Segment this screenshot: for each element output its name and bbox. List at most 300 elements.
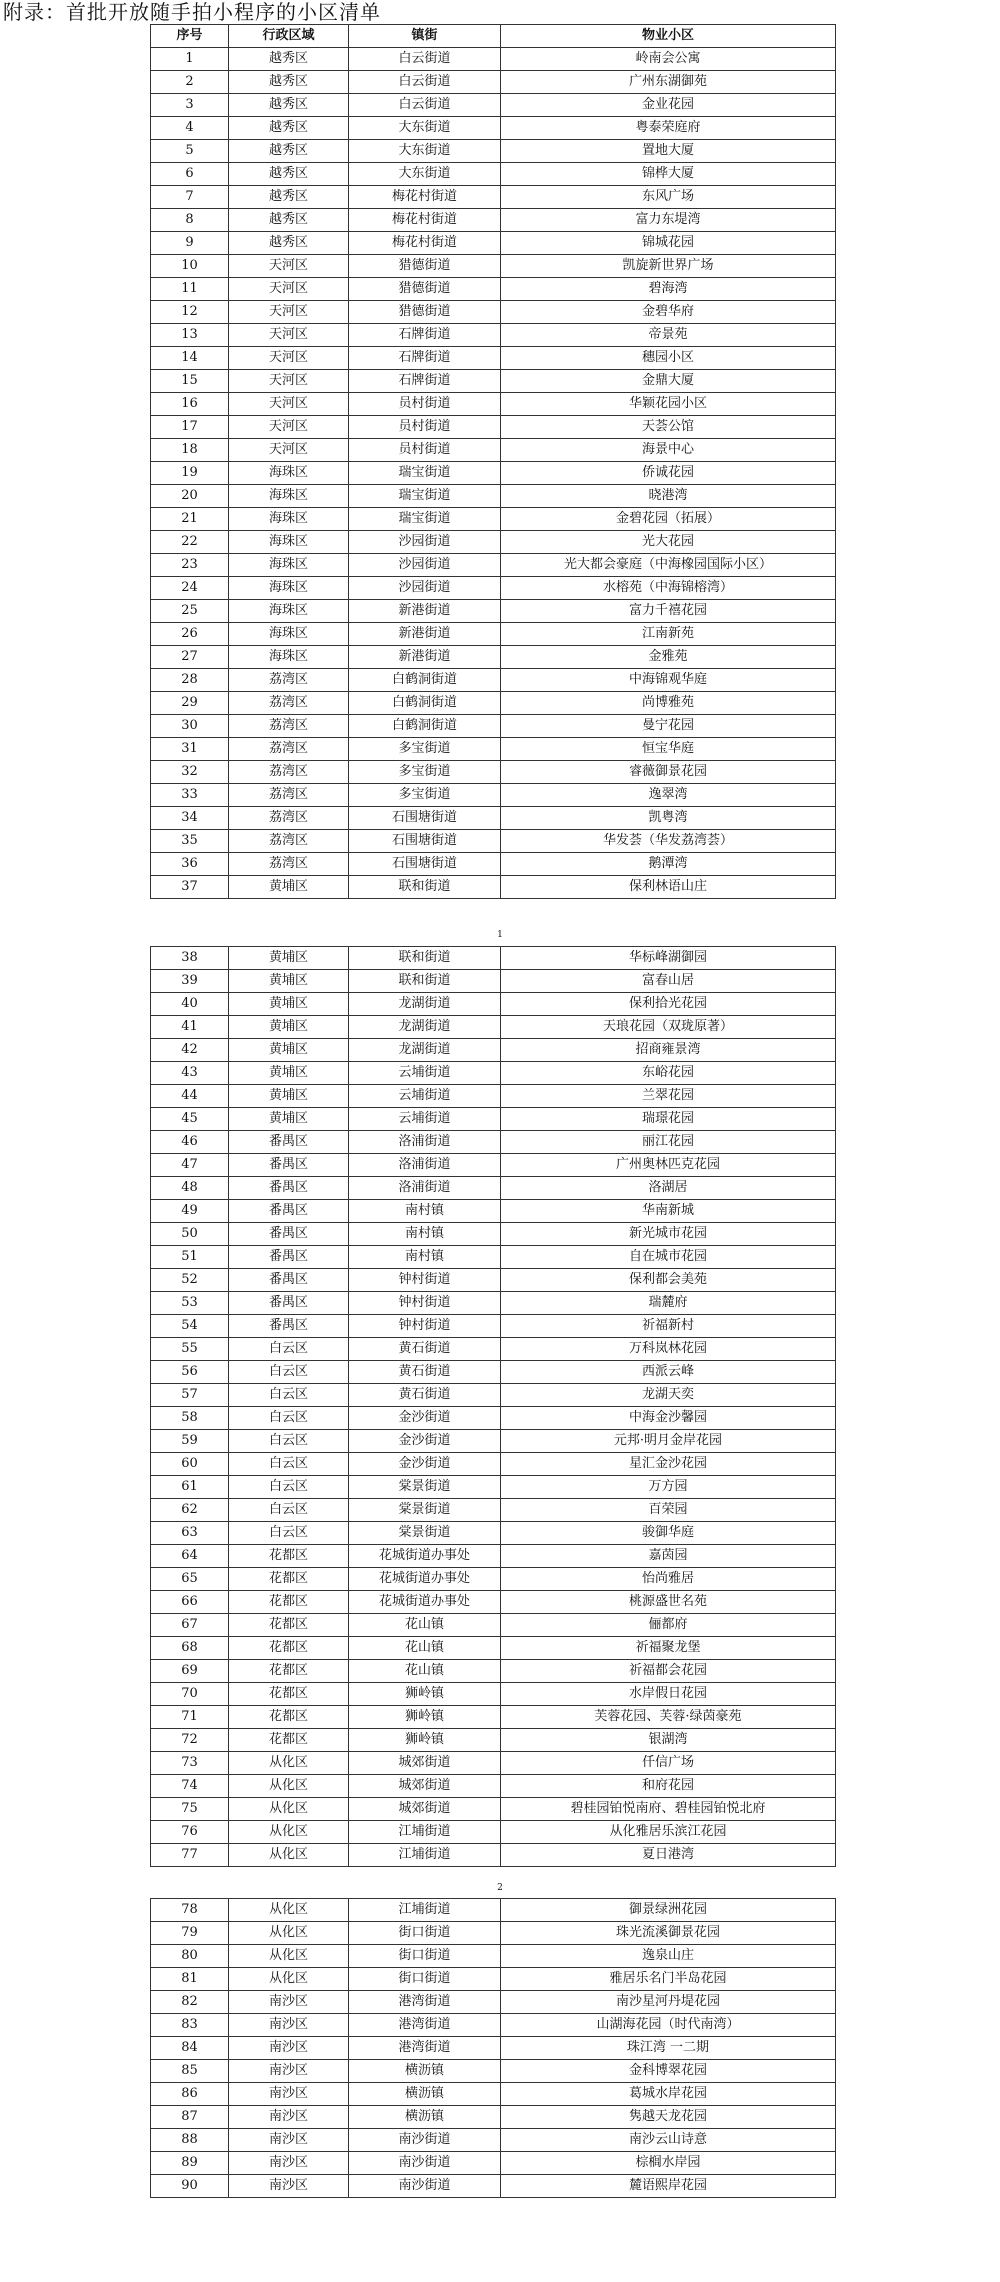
row-street: 金沙街道 (349, 1407, 501, 1430)
row-district: 越秀区 (229, 71, 349, 94)
row-district: 天河区 (229, 416, 349, 439)
row-index: 76 (151, 1821, 229, 1844)
row-street: 港湾街道 (349, 2014, 501, 2037)
row-index: 17 (151, 416, 229, 439)
row-district: 南沙区 (229, 2083, 349, 2106)
row-index: 52 (151, 1269, 229, 1292)
row-community: 岭南会公寓 (501, 48, 836, 71)
row-index: 85 (151, 2060, 229, 2083)
row-community: 祈福都会花园 (501, 1660, 836, 1683)
row-street: 龙湖街道 (349, 1016, 501, 1039)
row-street: 瑞宝街道 (349, 462, 501, 485)
row-community: 金业花园 (501, 94, 836, 117)
header-street: 镇街 (349, 25, 501, 48)
row-index: 11 (151, 278, 229, 301)
row-street: 大东街道 (349, 117, 501, 140)
community-table-page-1 (150, 24, 836, 899)
row-index: 22 (151, 531, 229, 554)
page-number: 2 (497, 1883, 503, 1893)
row-index: 4 (151, 117, 229, 140)
table-row (151, 1683, 836, 1706)
row-district: 荔湾区 (229, 669, 349, 692)
table-row (151, 2037, 836, 2060)
table-row (151, 117, 836, 140)
row-index: 71 (151, 1706, 229, 1729)
row-community: 和府花园 (501, 1775, 836, 1798)
row-index: 29 (151, 692, 229, 715)
row-index: 10 (151, 255, 229, 278)
row-community: 新光城市花园 (501, 1223, 836, 1246)
table-row (151, 232, 836, 255)
table-row (151, 1131, 836, 1154)
row-index: 39 (151, 970, 229, 993)
row-index: 23 (151, 554, 229, 577)
row-district: 越秀区 (229, 163, 349, 186)
row-street: 龙湖街道 (349, 1039, 501, 1062)
row-street: 花山镇 (349, 1660, 501, 1683)
row-district: 越秀区 (229, 232, 349, 255)
row-index: 66 (151, 1591, 229, 1614)
row-district: 荔湾区 (229, 784, 349, 807)
row-street: 城郊街道 (349, 1798, 501, 1821)
row-index: 69 (151, 1660, 229, 1683)
row-street: 狮岭镇 (349, 1683, 501, 1706)
row-street: 云埔街道 (349, 1108, 501, 1131)
row-index: 13 (151, 324, 229, 347)
row-community: 兰翠花园 (501, 1085, 836, 1108)
row-street: 梅花村街道 (349, 232, 501, 255)
row-street: 多宝街道 (349, 761, 501, 784)
row-community: 水榕苑（中海锦榕湾） (501, 577, 836, 600)
row-district: 番禺区 (229, 1315, 349, 1338)
row-index: 68 (151, 1637, 229, 1660)
row-community: 恒宝华庭 (501, 738, 836, 761)
row-district: 黄埔区 (229, 1062, 349, 1085)
row-community: 洛湖居 (501, 1177, 836, 1200)
row-index: 6 (151, 163, 229, 186)
row-district: 黄埔区 (229, 876, 349, 899)
row-index: 25 (151, 600, 229, 623)
table-row (151, 554, 836, 577)
row-street: 花山镇 (349, 1614, 501, 1637)
row-community: 碧海湾 (501, 278, 836, 301)
row-district: 海珠区 (229, 554, 349, 577)
row-index: 41 (151, 1016, 229, 1039)
row-street: 沙园街道 (349, 577, 501, 600)
row-street: 白鹤洞街道 (349, 669, 501, 692)
row-district: 花都区 (229, 1568, 349, 1591)
row-index: 45 (151, 1108, 229, 1131)
row-index: 50 (151, 1223, 229, 1246)
row-community: 粤泰荣庭府 (501, 117, 836, 140)
row-community: 逸翠湾 (501, 784, 836, 807)
row-street: 街口街道 (349, 1945, 501, 1968)
row-index: 84 (151, 2037, 229, 2060)
row-index: 32 (151, 761, 229, 784)
row-street: 南村镇 (349, 1223, 501, 1246)
row-district: 海珠区 (229, 485, 349, 508)
table-row (151, 1154, 836, 1177)
row-district: 天河区 (229, 347, 349, 370)
row-district: 越秀区 (229, 48, 349, 71)
row-index: 18 (151, 439, 229, 462)
table-row (151, 531, 836, 554)
row-street: 城郊街道 (349, 1752, 501, 1775)
row-index: 60 (151, 1453, 229, 1476)
row-street: 棠景街道 (349, 1499, 501, 1522)
row-district: 从化区 (229, 1821, 349, 1844)
row-index: 46 (151, 1131, 229, 1154)
row-index: 16 (151, 393, 229, 416)
table-row (151, 1315, 836, 1338)
row-district: 白云区 (229, 1499, 349, 1522)
header-community: 物业小区 (501, 25, 836, 48)
row-street: 棠景街道 (349, 1476, 501, 1499)
row-street: 白云街道 (349, 48, 501, 71)
header-district: 行政区域 (229, 25, 349, 48)
table-row (151, 1177, 836, 1200)
row-district: 天河区 (229, 439, 349, 462)
table-row (151, 1945, 836, 1968)
row-community: 广州东湖御苑 (501, 71, 836, 94)
table-row (151, 1752, 836, 1775)
row-community: 招商雍景湾 (501, 1039, 836, 1062)
row-community: 碧桂园铂悦南府、碧桂园铂悦北府 (501, 1798, 836, 1821)
row-street: 南沙街道 (349, 2152, 501, 2175)
row-street: 龙湖街道 (349, 993, 501, 1016)
row-index: 82 (151, 1991, 229, 2014)
row-district: 荔湾区 (229, 738, 349, 761)
row-district: 白云区 (229, 1453, 349, 1476)
table-row (151, 1338, 836, 1361)
table-row (151, 1660, 836, 1683)
table-row (151, 71, 836, 94)
table-row (151, 1384, 836, 1407)
table-row (151, 416, 836, 439)
row-district: 黄埔区 (229, 1016, 349, 1039)
table-row (151, 947, 836, 970)
row-index: 65 (151, 1568, 229, 1591)
row-community: 金雅苑 (501, 646, 836, 669)
row-community: 万方园 (501, 1476, 836, 1499)
row-street: 钟村街道 (349, 1292, 501, 1315)
table-row (151, 1246, 836, 1269)
row-street: 江埔街道 (349, 1821, 501, 1844)
row-community: 富力东堤湾 (501, 209, 836, 232)
row-index: 3 (151, 94, 229, 117)
row-street: 港湾街道 (349, 2037, 501, 2060)
row-index: 28 (151, 669, 229, 692)
row-street: 街口街道 (349, 1968, 501, 1991)
row-street: 云埔街道 (349, 1085, 501, 1108)
row-index: 38 (151, 947, 229, 970)
row-street: 猎德街道 (349, 255, 501, 278)
row-community: 光大花园 (501, 531, 836, 554)
row-community: 华南新城 (501, 1200, 836, 1223)
row-district: 花都区 (229, 1729, 349, 1752)
table-row (151, 646, 836, 669)
table-row (151, 1545, 836, 1568)
row-district: 海珠区 (229, 531, 349, 554)
row-index: 81 (151, 1968, 229, 1991)
table-row (151, 393, 836, 416)
row-street: 南村镇 (349, 1200, 501, 1223)
row-community: 鹅潭湾 (501, 853, 836, 876)
row-district: 黄埔区 (229, 993, 349, 1016)
row-community: 雅居乐名门半岛花园 (501, 1968, 836, 1991)
row-index: 15 (151, 370, 229, 393)
row-community: 中海金沙馨园 (501, 1407, 836, 1430)
row-street: 街口街道 (349, 1922, 501, 1945)
table-row (151, 993, 836, 1016)
row-community: 保利都会美苑 (501, 1269, 836, 1292)
row-district: 海珠区 (229, 600, 349, 623)
row-index: 55 (151, 1338, 229, 1361)
row-district: 黄埔区 (229, 947, 349, 970)
row-district: 荔湾区 (229, 830, 349, 853)
row-community: 祈福新村 (501, 1315, 836, 1338)
table-row (151, 439, 836, 462)
table-row (151, 1899, 836, 1922)
row-district: 番禺区 (229, 1200, 349, 1223)
row-district: 黄埔区 (229, 1085, 349, 1108)
table-row (151, 1706, 836, 1729)
row-district: 从化区 (229, 1968, 349, 1991)
table-row (151, 876, 836, 899)
row-index: 78 (151, 1899, 229, 1922)
table-row (151, 1292, 836, 1315)
row-index: 54 (151, 1315, 229, 1338)
row-index: 47 (151, 1154, 229, 1177)
row-index: 31 (151, 738, 229, 761)
row-index: 58 (151, 1407, 229, 1430)
table-row (151, 301, 836, 324)
row-index: 83 (151, 2014, 229, 2037)
table-row (151, 1361, 836, 1384)
row-street: 洛浦街道 (349, 1154, 501, 1177)
table-row (151, 830, 836, 853)
row-street: 沙园街道 (349, 554, 501, 577)
table-row (151, 2175, 836, 2198)
row-index: 26 (151, 623, 229, 646)
row-district: 越秀区 (229, 209, 349, 232)
table-row (151, 278, 836, 301)
row-district: 白云区 (229, 1476, 349, 1499)
row-street: 南沙街道 (349, 2175, 501, 2198)
row-index: 64 (151, 1545, 229, 1568)
row-street: 洛浦街道 (349, 1131, 501, 1154)
row-district: 荔湾区 (229, 761, 349, 784)
row-district: 天河区 (229, 278, 349, 301)
row-community: 葛城水岸花园 (501, 2083, 836, 2106)
row-community: 珠光流溪御景花园 (501, 1922, 836, 1945)
row-index: 33 (151, 784, 229, 807)
row-district: 番禺区 (229, 1292, 349, 1315)
row-street: 联和街道 (349, 876, 501, 899)
row-district: 黄埔区 (229, 970, 349, 993)
row-community: 富力千禧花园 (501, 600, 836, 623)
row-community: 山湖海花园（时代南湾） (501, 2014, 836, 2037)
table-row (151, 1062, 836, 1085)
row-community: 百荣园 (501, 1499, 836, 1522)
table-row (151, 1085, 836, 1108)
row-street: 新港街道 (349, 623, 501, 646)
row-district: 花都区 (229, 1683, 349, 1706)
row-community: 怡尚雅居 (501, 1568, 836, 1591)
table-row (151, 1775, 836, 1798)
row-community: 凯旋新世界广场 (501, 255, 836, 278)
row-street: 江埔街道 (349, 1844, 501, 1867)
row-street: 员村街道 (349, 439, 501, 462)
row-district: 天河区 (229, 301, 349, 324)
row-street: 联和街道 (349, 947, 501, 970)
table-row (151, 1614, 836, 1637)
row-index: 9 (151, 232, 229, 255)
row-community: 江南新苑 (501, 623, 836, 646)
row-community: 万科岚林花园 (501, 1338, 836, 1361)
row-community: 东峪花园 (501, 1062, 836, 1085)
row-community: 金碧华府 (501, 301, 836, 324)
row-street: 石牌街道 (349, 324, 501, 347)
row-index: 70 (151, 1683, 229, 1706)
row-community: 锦城花园 (501, 232, 836, 255)
row-community: 夏日港湾 (501, 1844, 836, 1867)
row-community: 骏御华庭 (501, 1522, 836, 1545)
row-index: 1 (151, 48, 229, 71)
row-street: 联和街道 (349, 970, 501, 993)
row-community: 锦桦大厦 (501, 163, 836, 186)
row-street: 猎德街道 (349, 301, 501, 324)
row-index: 75 (151, 1798, 229, 1821)
row-district: 荔湾区 (229, 853, 349, 876)
row-index: 63 (151, 1522, 229, 1545)
row-community: 逸泉山庄 (501, 1945, 836, 1968)
row-district: 白云区 (229, 1407, 349, 1430)
row-community: 晓港湾 (501, 485, 836, 508)
row-street: 多宝街道 (349, 784, 501, 807)
row-index: 36 (151, 853, 229, 876)
row-district: 花都区 (229, 1637, 349, 1660)
row-street: 城郊街道 (349, 1775, 501, 1798)
row-district: 白云区 (229, 1522, 349, 1545)
row-community: 元邦·明月金岸花园 (501, 1430, 836, 1453)
row-district: 白云区 (229, 1384, 349, 1407)
row-district: 花都区 (229, 1614, 349, 1637)
table-row (151, 577, 836, 600)
row-district: 花都区 (229, 1660, 349, 1683)
row-community: 天琅花园（双珑原著） (501, 1016, 836, 1039)
table-row (151, 669, 836, 692)
row-street: 钟村街道 (349, 1269, 501, 1292)
table-row (151, 2152, 836, 2175)
row-index: 67 (151, 1614, 229, 1637)
row-community: 自在城市花园 (501, 1246, 836, 1269)
table-row (151, 853, 836, 876)
row-index: 44 (151, 1085, 229, 1108)
row-district: 黄埔区 (229, 1108, 349, 1131)
row-district: 南沙区 (229, 2175, 349, 2198)
row-street: 金沙街道 (349, 1453, 501, 1476)
row-street: 港湾街道 (349, 1991, 501, 2014)
row-community: 瑞麓府 (501, 1292, 836, 1315)
row-community: 帝景苑 (501, 324, 836, 347)
row-community: 保利拾光花园 (501, 993, 836, 1016)
row-district: 天河区 (229, 370, 349, 393)
row-street: 沙园街道 (349, 531, 501, 554)
table-row (151, 1991, 836, 2014)
row-community: 尚博雅苑 (501, 692, 836, 715)
row-community: 水岸假日花园 (501, 1683, 836, 1706)
row-community: 置地大厦 (501, 140, 836, 163)
row-index: 56 (151, 1361, 229, 1384)
row-street: 花山镇 (349, 1637, 501, 1660)
table-row (151, 462, 836, 485)
row-index: 62 (151, 1499, 229, 1522)
row-index: 43 (151, 1062, 229, 1085)
row-street: 洛浦街道 (349, 1177, 501, 1200)
table-row (151, 1476, 836, 1499)
row-index: 53 (151, 1292, 229, 1315)
row-district: 南沙区 (229, 1991, 349, 2014)
row-community: 东风广场 (501, 186, 836, 209)
table-row (151, 140, 836, 163)
table-row (151, 1108, 836, 1131)
table-row (151, 1637, 836, 1660)
row-community: 睿薇御景花园 (501, 761, 836, 784)
row-street: 石牌街道 (349, 347, 501, 370)
document-title: 附录：首批开放随手拍小程序的小区清单 (3, 0, 381, 24)
table-row (151, 2083, 836, 2106)
row-community: 南沙星河丹堤花园 (501, 1991, 836, 2014)
row-index: 34 (151, 807, 229, 830)
row-street: 新港街道 (349, 646, 501, 669)
row-community: 麓语熙岸花园 (501, 2175, 836, 2198)
table-row (151, 1922, 836, 1945)
table-row (151, 255, 836, 278)
table-row (151, 1223, 836, 1246)
row-index: 61 (151, 1476, 229, 1499)
row-street: 白鹤洞街道 (349, 715, 501, 738)
row-street: 员村街道 (349, 416, 501, 439)
table-row (151, 1568, 836, 1591)
row-street: 石围塘街道 (349, 807, 501, 830)
row-index: 88 (151, 2129, 229, 2152)
row-district: 荔湾区 (229, 715, 349, 738)
row-street: 棠景街道 (349, 1522, 501, 1545)
header-index: 序号 (151, 25, 229, 48)
row-community: 银湖湾 (501, 1729, 836, 1752)
row-community: 隽越天龙花园 (501, 2106, 836, 2129)
row-street: 花城街道办事处 (349, 1568, 501, 1591)
row-index: 87 (151, 2106, 229, 2129)
table-row (151, 738, 836, 761)
row-community: 祈福聚龙堡 (501, 1637, 836, 1660)
row-district: 越秀区 (229, 140, 349, 163)
table-row (151, 784, 836, 807)
table-row (151, 2129, 836, 2152)
row-district: 白云区 (229, 1361, 349, 1384)
row-index: 73 (151, 1752, 229, 1775)
row-district: 花都区 (229, 1591, 349, 1614)
table-row (151, 1591, 836, 1614)
row-community: 光大都会豪庭（中海橡园国际小区） (501, 554, 836, 577)
table-row (151, 48, 836, 71)
row-community: 龙湖天奕 (501, 1384, 836, 1407)
row-index: 35 (151, 830, 229, 853)
row-community: 凯粤湾 (501, 807, 836, 830)
table-row (151, 2106, 836, 2129)
row-district: 南沙区 (229, 2152, 349, 2175)
